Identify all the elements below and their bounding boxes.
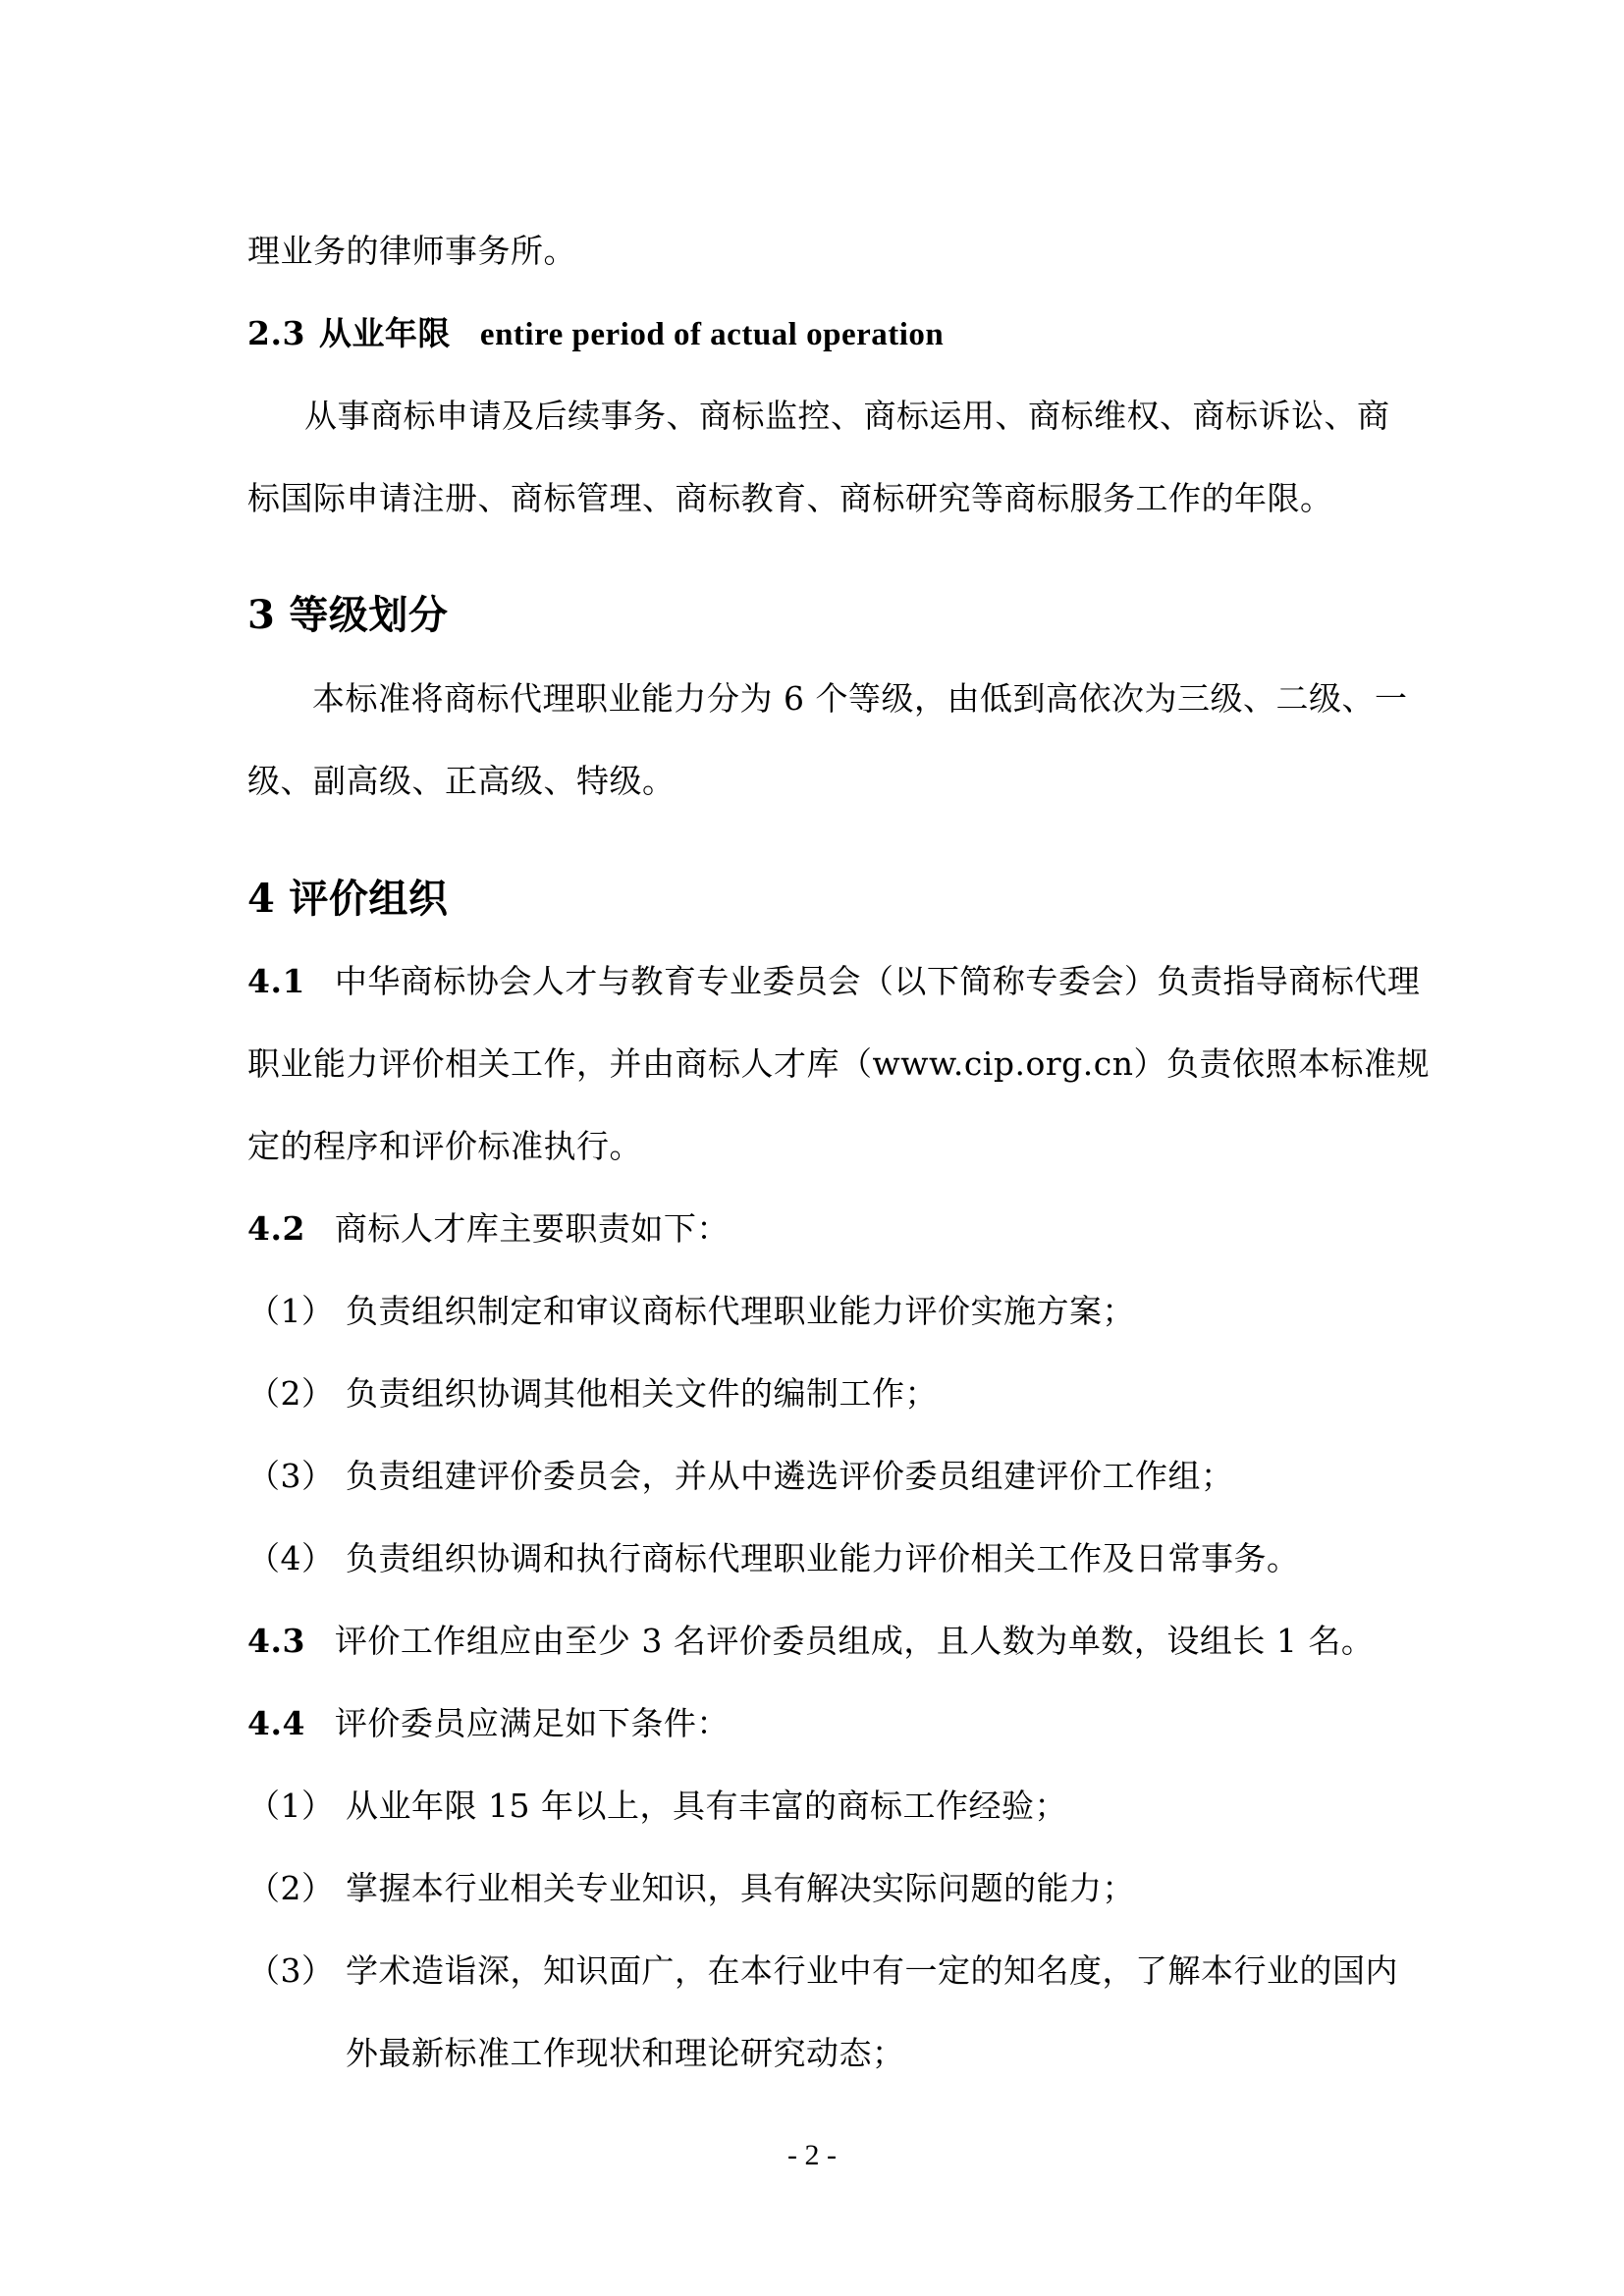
paragraph-line: 本标准将商标代理职业能力分为 6 个等级，由低到高依次为三级、二级、一 — [312, 679, 1408, 718]
clause-number: 4.4 — [247, 1704, 305, 1742]
list-item-text: 掌握本行业相关专业知识，具有解决实际问题的能力； — [346, 1869, 1135, 1907]
list-item — [247, 1374, 938, 1414]
list-item — [247, 1539, 1300, 1578]
clause-text: 评价工作组应由至少 3 名评价委员组成，且人数为单数，设组长 1 名。 — [334, 1622, 1375, 1660]
list-marker: （4） — [247, 1539, 335, 1577]
page-number: - 2 - — [787, 2139, 837, 2171]
clause-text: 中华商标协会人才与教育专业委员会（以下简称专委会）负责指导商标代理 — [334, 962, 1421, 1000]
clause-4-4-line — [247, 1704, 730, 1743]
section-heading-4 — [247, 876, 448, 923]
list-item-text: 负责组织协调和执行商标代理职业能力评价相关工作及日常事务。 — [346, 1539, 1300, 1577]
clause-number: 4.1 — [247, 962, 305, 1000]
section-heading-2-3 — [247, 314, 944, 354]
clause-4-1-line — [247, 962, 1420, 1001]
section-number: 2.3 — [247, 314, 305, 352]
section-title-english: entire period of actual operation — [479, 317, 945, 352]
clause-number: 4.2 — [247, 1209, 305, 1248]
paragraph-line: 理业务的律师事务所。 — [247, 232, 576, 270]
section-title: 等级划分 — [289, 592, 449, 638]
section-title: 评价组织 — [289, 876, 449, 922]
list-item-text: 负责组建评价委员会，并从中遴选评价委员组建评价工作组； — [346, 1457, 1234, 1495]
list-item-continuation: 外最新标准工作现状和理论研究动态； — [346, 2034, 905, 2072]
section-title: 从业年限 — [318, 314, 451, 352]
section-number: 3 — [247, 592, 276, 638]
list-item-text: 从业年限 15 年以上，具有丰富的商标工作经验； — [346, 1787, 1067, 1825]
section-heading-3 — [247, 592, 448, 639]
paragraph-line: 标国际申请注册、商标管理、商标教育、商标研究等商标服务工作的年限。 — [247, 479, 1333, 517]
list-item-text: 负责组织协调其他相关文件的编制工作； — [346, 1374, 938, 1413]
paragraph-line: 职业能力评价相关工作，并由商标人才库（www.cip.org.cn）负责依照本标准规 — [247, 1044, 1430, 1083]
section-number: 4 — [247, 876, 276, 922]
list-marker: （2） — [247, 1374, 335, 1413]
clause-4-2-line — [247, 1209, 730, 1249]
paragraph-line: 从事商标申请及后续事务、商标监控、商标运用、商标维权、商标诉讼、商 — [304, 397, 1390, 435]
list-item-text: 学术造诣深，知识面广，在本行业中有一定的知名度，了解本行业的国内 — [346, 1951, 1398, 1990]
list-marker: （3） — [247, 1457, 335, 1495]
list-item — [247, 1457, 1234, 1496]
paragraph-line: 定的程序和评价标准执行。 — [247, 1127, 642, 1165]
list-marker: （3） — [247, 1951, 335, 1990]
list-item — [247, 1869, 1135, 1908]
list-item — [247, 1951, 1398, 1991]
list-item-text: 负责组织制定和审议商标代理职业能力评价实施方案； — [346, 1292, 1135, 1330]
list-item — [247, 1292, 1135, 1331]
clause-4-3-line — [247, 1622, 1374, 1661]
list-item — [247, 1787, 1067, 1826]
clause-text: 商标人才库主要职责如下： — [334, 1209, 730, 1248]
list-marker: （1） — [247, 1787, 335, 1825]
paragraph-line: 级、副高级、正高级、特级。 — [247, 762, 676, 800]
list-marker: （2） — [247, 1869, 335, 1907]
clause-text: 评价委员应满足如下条件： — [334, 1704, 730, 1742]
list-marker: （1） — [247, 1292, 335, 1330]
clause-number: 4.3 — [247, 1622, 305, 1660]
